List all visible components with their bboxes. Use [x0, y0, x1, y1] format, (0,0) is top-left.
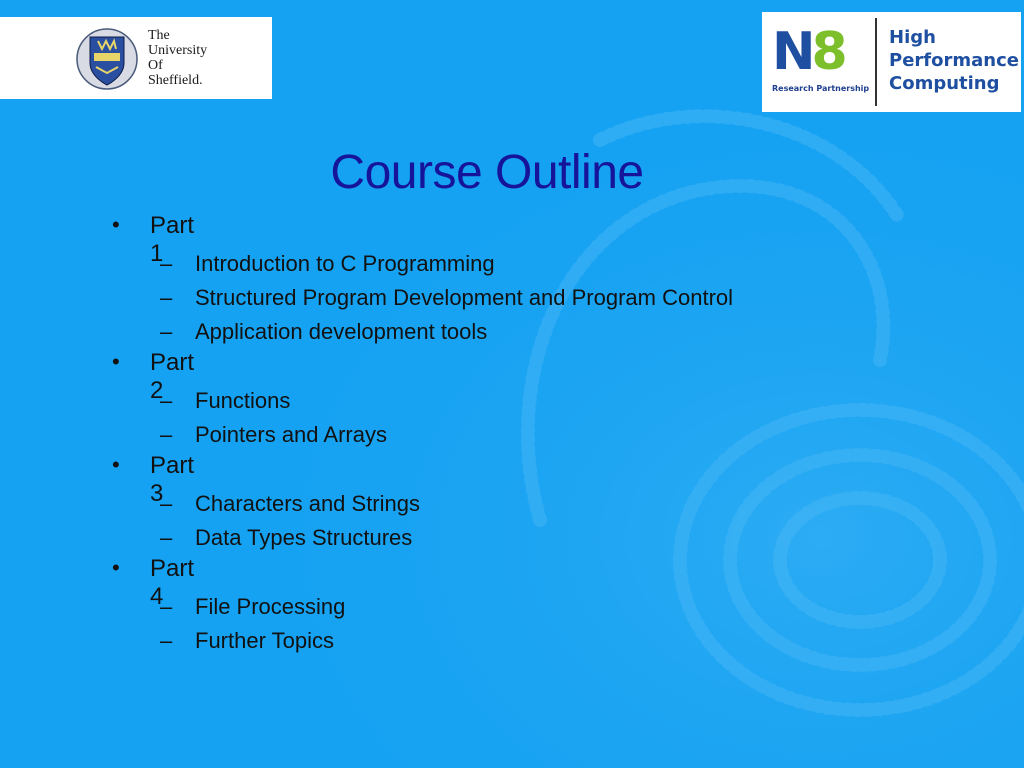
university-of-sheffield-logo — [0, 17, 272, 99]
dash-icon: – — [160, 388, 173, 413]
topic-label: Structured Program Development and Program Control — [195, 285, 734, 310]
bullet-icon: • — [112, 349, 120, 374]
dash-icon: – — [160, 251, 173, 276]
topic-label: Application development tools — [195, 319, 488, 344]
part-label: Part 4 — [150, 555, 195, 610]
n8-mark-n: N — [772, 22, 812, 82]
university-crest-icon — [76, 25, 138, 93]
n8-subtitle: Research Partnership — [772, 84, 870, 93]
part-label: Part 2 — [150, 349, 195, 404]
bullet-icon: • — [112, 452, 120, 477]
dash-icon: – — [160, 491, 173, 516]
topic-label: Introduction to C Programming — [195, 251, 495, 276]
part-label: Part 1 — [150, 212, 195, 267]
university-name: The University Of Sheffield. — [148, 28, 208, 88]
topic-label: Functions — [195, 388, 291, 413]
n8-hpc-logo — [762, 12, 1021, 112]
hpc-tagline: High Performance Computing — [889, 27, 1019, 94]
topic-label: Characters and Strings — [195, 491, 420, 516]
bullet-icon: • — [112, 212, 120, 237]
topic-label: Data Types Structures — [195, 525, 413, 550]
logo-divider — [875, 18, 877, 106]
topic-label: Further Topics — [195, 628, 334, 653]
dash-icon: – — [160, 525, 173, 550]
dash-icon: – — [160, 285, 173, 310]
slide-title: Course Outline — [330, 146, 644, 200]
dash-icon: – — [160, 422, 173, 447]
dash-icon: – — [160, 628, 173, 653]
topic-label: File Processing — [195, 594, 346, 619]
n8-mark-8: 8 — [811, 22, 844, 82]
n8-mark — [772, 22, 844, 82]
topic-label: Pointers and Arrays — [195, 422, 387, 447]
dash-icon: – — [160, 319, 173, 344]
bullet-icon: • — [112, 555, 120, 580]
part-label: Part 3 — [150, 452, 195, 507]
dash-icon: – — [160, 594, 173, 619]
